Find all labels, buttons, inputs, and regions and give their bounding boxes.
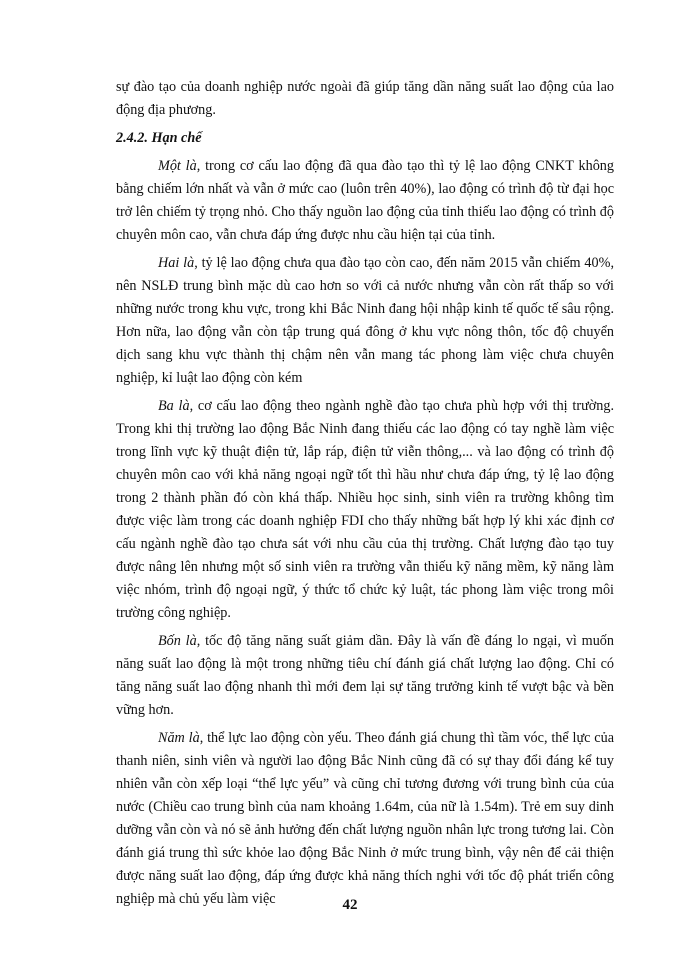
paragraph-text: , cơ cấu lao động theo ngành nghề đào tạo chưa phù hợp với thị trường. Trong khi thị trường lao động Bắc Ninh đang thiếu các lao động có tay nghề làm việc trong lĩnh vực kỹ thuật điện tử, lắp ráp, điện tử viễn thông,... và lao động có trình độ chuyên môn cao với khả năng ngoại ngữ tốt thì hầu như chưa đáp ứng, tỷ lệ lao động trong 2 thành phần đó còn khá thấp. Nhiều học sinh, sinh viên ra trường không tìm được việc làm trong các doanh nghiệp FDI cho thấy những bất hợp lý khi xác định cơ cấu ngành nghề đào tạo chưa sát với nhu cầu của thị trường. Chất lượng đào tạo tuy được nâng lên nhưng một số sinh viên ra trường vẫn thiếu kỹ năng mềm, kỹ năng làm việc nhóm, trình độ ngoại ngữ, ý thức tổ chức kỷ luật, tác phong làm việc trong môi trường công nghiệp.: [116, 398, 614, 621]
paragraph-lead: Một là: [158, 158, 197, 174]
paragraph-text: , tỷ lệ lao động chưa qua đào tạo còn cao, đến năm 2015 vẫn chiếm 40%, nên NSLĐ trung bình mặc dù cao hơn so với cả nước nhưng vẫn còn rất thấp so với những nước trong khu vực, trong khi Bắc Ninh đang hội nhập kinh tế quốc tế sâu rộng. Hơn nữa, lao động vẫn còn tập trung quá đông ở khu vực nông thôn, tốc độ chuyển dịch sang khu vực thành thị chậm nên vẫn mang tác phong làm việc chưa chuyên nghiệp, kỉ luật lao động còn kém: [116, 255, 614, 386]
paragraph-lead: Ba là: [158, 398, 190, 414]
intro-paragraph: sự đào tạo của doanh nghiệp nước ngoài đã giúp tăng dần năng suất lao động của lao động địa phương.: [116, 79, 614, 118]
paragraph-two: [116, 252, 614, 390]
paragraph-lead: Bốn là: [158, 633, 197, 649]
paragraph-five: [116, 727, 614, 911]
paragraph-lead: Năm là: [158, 730, 200, 746]
paragraph-lead: Hai là: [158, 255, 195, 271]
paragraph-text: , thể lực lao động còn yếu. Theo đánh giá chung thì tầm vóc, thể lực của thanh niên, sinh viên và người lao động Bắc Ninh cũng đã có sự thay đổi đáng kể tuy nhiên vẫn còn xếp loại “thể lực yếu” và cũng chỉ tương đương với trung bình của của nước (Chiều cao trung bình của nam khoảng 1.64m, của nữ là 1.54m). Trẻ em suy dinh dưỡng vẫn còn và nó sẽ ảnh hưởng đến chất lượng nguồn nhân lực trong tương lai. Còn đánh giá trung thì sức khỏe lao động Bắc Ninh ở mức trung bình, vậy nên để cải thiện được năng suất lao động, đáp ứng được khả năng thích nghi với tốc độ phát triển công nghiệp mà chủ yếu làm việc: [116, 730, 614, 907]
paragraph-text: , trong cơ cấu lao động đã qua đào tạo thì tỷ lệ lao động CNKT không bằng chiếm lớn nhất và vẫn ở mức cao (luôn trên 40%), lao động có trình độ từ đại học trở lên chiếm tỷ trọng nhỏ. Cho thấy nguồn lao động của tỉnh thiếu lao động có trình độ chuyên môn cao, vẫn chưa đáp ứng được nhu cầu hiện tại của tỉnh.: [116, 158, 614, 243]
paragraph-three: [116, 395, 614, 625]
paragraph-one: [116, 155, 614, 247]
paragraph-four: [116, 630, 614, 722]
page-number: 42: [342, 897, 358, 913]
body-text: [116, 76, 614, 916]
section-heading: 2.4.2. Hạn chế: [116, 130, 202, 146]
paragraph-text: , tốc độ tăng năng suất giảm dần. Đây là vấn đề đáng lo ngại, vì muốn năng suất lao động là một trong những tiêu chí đánh giá chất lượng lao động. Chỉ có tăng năng suất lao động nhanh thì mới đem lại sự tăng trưởng kinh tế vượt bậc và bền vững hơn.: [116, 633, 614, 718]
